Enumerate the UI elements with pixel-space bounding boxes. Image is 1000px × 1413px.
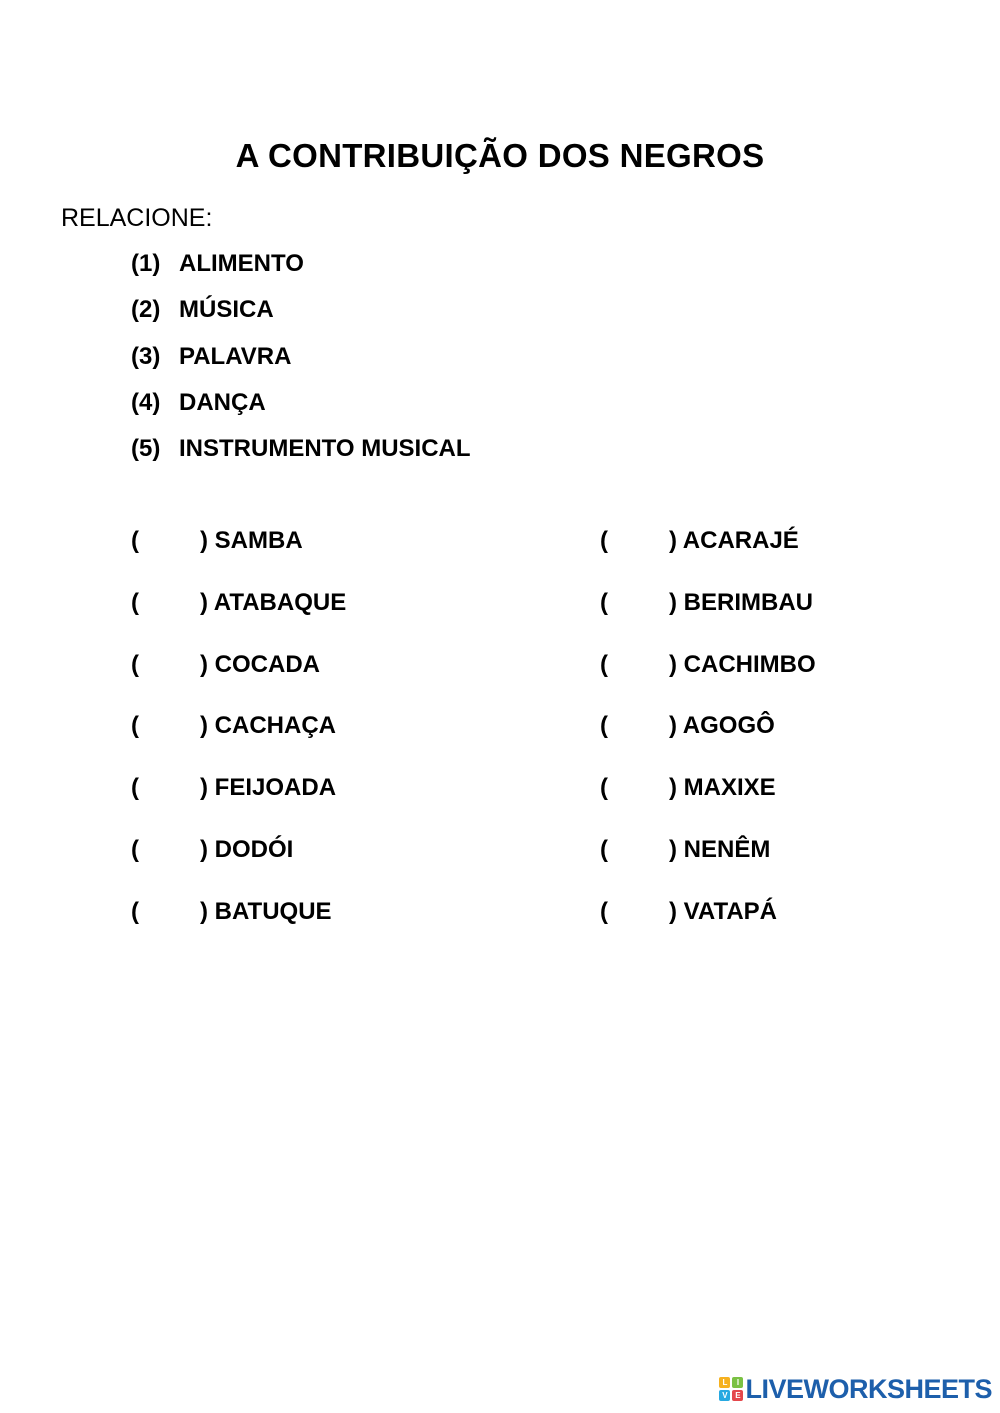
answer-blank-open[interactable]: ( <box>131 774 139 802</box>
match-item[interactable] <box>131 772 336 804</box>
match-word: CACHIMBO <box>683 650 816 678</box>
category-item <box>131 341 471 387</box>
answer-blank-close: ) <box>200 588 208 616</box>
answer-blank-close: ) <box>669 527 677 554</box>
match-item[interactable] <box>131 710 336 742</box>
answer-blank-open[interactable]: ( <box>600 650 608 678</box>
answer-blank-open[interactable]: ( <box>131 712 139 740</box>
match-row <box>131 896 931 958</box>
answer-blank-open[interactable]: ( <box>600 897 608 925</box>
answer-blank-close: ) <box>669 897 677 925</box>
logo-letter: I <box>732 1377 743 1388</box>
category-label: DANÇA <box>179 388 266 416</box>
match-word: BERIMBAU <box>683 588 813 616</box>
category-item <box>131 294 471 340</box>
answer-blank-open[interactable]: ( <box>131 527 139 554</box>
answer-blank-close: ) <box>200 897 208 925</box>
match-item[interactable] <box>600 772 776 804</box>
category-label: ALIMENTO <box>179 250 304 277</box>
match-word: VATAPÁ <box>683 897 777 925</box>
answer-blank-close: ) <box>200 774 208 802</box>
answer-blank-open[interactable]: ( <box>131 588 139 616</box>
match-item[interactable] <box>131 587 346 619</box>
answer-blank-open[interactable]: ( <box>131 835 139 863</box>
match-item[interactable] <box>600 896 777 928</box>
match-row <box>131 525 931 587</box>
answer-blank-open[interactable]: ( <box>600 835 608 863</box>
match-item[interactable] <box>131 896 332 928</box>
match-word: CACHAÇA <box>214 712 336 740</box>
match-item[interactable] <box>600 710 775 742</box>
logo-letter: E <box>732 1390 743 1401</box>
brand-text: LIVEWORKSHEETS <box>745 1374 992 1404</box>
category-list <box>131 248 471 479</box>
match-word: ACARAJÉ <box>682 527 799 554</box>
match-word: COCADA <box>214 650 320 678</box>
category-number: (2) <box>131 296 161 324</box>
match-item[interactable] <box>131 525 303 557</box>
category-number: (4) <box>131 388 161 416</box>
match-item[interactable] <box>131 834 293 866</box>
match-word: DODÓI <box>214 835 294 863</box>
page-title: A CONTRIBUIÇÃO DOS NEGROS <box>235 137 765 174</box>
match-row <box>131 587 931 649</box>
match-item[interactable] <box>600 587 813 619</box>
answer-blank-close: ) <box>200 835 208 863</box>
match-row <box>131 772 931 834</box>
match-list <box>131 525 931 958</box>
match-item[interactable] <box>600 525 799 557</box>
answer-blank-close: ) <box>669 712 677 740</box>
category-item <box>131 387 471 433</box>
liveworksheets-brand <box>719 1373 992 1405</box>
answer-blank-open[interactable]: ( <box>600 712 608 740</box>
match-word: FEIJOADA <box>214 774 337 802</box>
match-item[interactable] <box>600 834 770 866</box>
match-word: BATUQUE <box>214 897 332 925</box>
match-row <box>131 649 931 711</box>
instruction-text: RELACIONE: <box>61 204 213 232</box>
answer-blank-close: ) <box>669 835 677 863</box>
match-word: AGOGÔ <box>682 712 775 740</box>
liveworksheets-logo-icon <box>719 1377 743 1401</box>
match-word: NENÊM <box>683 835 771 863</box>
logo-letter: V <box>719 1390 730 1401</box>
category-item <box>131 248 471 294</box>
answer-blank-close: ) <box>669 774 677 802</box>
category-label: MÚSICA <box>179 296 274 324</box>
logo-letter: L <box>719 1377 730 1388</box>
category-label: INSTRUMENTO MUSICAL <box>179 435 471 463</box>
category-number: (5) <box>131 435 161 463</box>
match-word: SAMBA <box>214 527 303 554</box>
match-item[interactable] <box>131 649 320 681</box>
answer-blank-open[interactable]: ( <box>600 527 608 554</box>
match-word: ATABAQUE <box>213 588 347 616</box>
answer-blank-open[interactable]: ( <box>131 897 139 925</box>
category-number: (1) <box>131 250 161 277</box>
match-row <box>131 710 931 772</box>
match-item[interactable] <box>600 649 816 681</box>
category-label: PALAVRA <box>179 342 292 370</box>
category-item <box>131 433 471 479</box>
answer-blank-close: ) <box>200 650 208 678</box>
answer-blank-open[interactable]: ( <box>600 588 608 616</box>
answer-blank-close: ) <box>200 527 208 554</box>
answer-blank-close: ) <box>669 650 677 678</box>
answer-blank-close: ) <box>669 588 677 616</box>
match-row <box>131 834 931 896</box>
category-number: (3) <box>131 342 161 370</box>
answer-blank-open[interactable]: ( <box>131 650 139 678</box>
answer-blank-close: ) <box>200 712 208 740</box>
answer-blank-open[interactable]: ( <box>600 774 608 802</box>
match-word: MAXIXE <box>683 774 776 802</box>
